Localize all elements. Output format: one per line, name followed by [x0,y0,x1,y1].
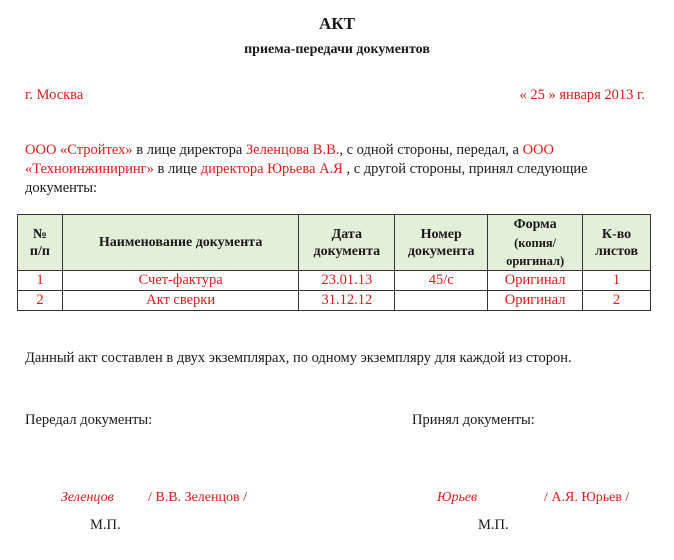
header-date: Дата документа [299,215,395,271]
sender-label: Передал документы: [25,412,153,428]
header-number: Номер документа [395,215,488,271]
documents-table [17,214,651,311]
cell-number [395,291,488,311]
intro-text-4: , с другой стороны, принял следующие [342,161,588,177]
stamp-right: М.П. [478,517,509,533]
cell-num: 1 [18,271,63,291]
cell-form: Оригинал [488,271,583,291]
header-form: Форма (копия/ оригинал) [488,215,583,271]
cell-name: Счет-фактура [62,271,298,291]
cell-count: 1 [583,271,651,291]
table-row [18,291,651,311]
receiver-label: Принял документы: [412,412,535,428]
receiver-signature: Юрьев [437,490,478,505]
header-name: Наименование документа [62,215,298,271]
intro-text-2: , с одной стороны, передал, а [339,142,523,158]
cell-date: 31.12.12 [299,291,395,311]
table-header-row [18,215,651,271]
cell-date: 23.01.13 [299,271,395,291]
intro-paragraph [25,141,651,198]
sender-name: / В.В. Зеленцов / [148,490,247,505]
stamp-left: М.П. [90,517,121,533]
receiver-name: / А.Я. Юрьев / [544,490,630,505]
cell-count: 2 [583,291,651,311]
header-num: № п/п [18,215,63,271]
receiver-director: директора Юрьева А.Я [200,161,343,177]
cell-num: 2 [18,291,63,311]
cell-name: Акт сверки [62,291,298,311]
sender-company: ООО «Стройтех» [25,142,133,158]
intro-text-3: в лице [153,161,201,177]
intro-line-3: документы: [25,180,98,196]
sender-director: Зеленцова В.В. [245,142,340,158]
header-count: К-во листов [583,215,651,271]
cell-form: Оригинал [488,291,583,311]
intro-line-1 [25,141,651,160]
cell-number: 45/с [395,271,488,291]
city: г. Москва [25,87,84,103]
sender-signature: Зеленцов [61,490,114,505]
document-title: АКТ [319,14,355,33]
receiver-company-prefix: ООО [522,142,554,158]
document-subtitle: приема-передачи документов [244,42,430,57]
document-date: « 25 » января 2013 г. [519,87,645,103]
receiver-company: «Техноинжиниринг» [25,161,154,177]
table-row [18,271,651,291]
intro-line-2 [25,160,651,179]
intro-text-1: в лице директора [132,142,246,158]
closing-text: Данный акт составлен в двух экземплярах, по одному экземпляру для каждой из сторон. [25,350,572,366]
